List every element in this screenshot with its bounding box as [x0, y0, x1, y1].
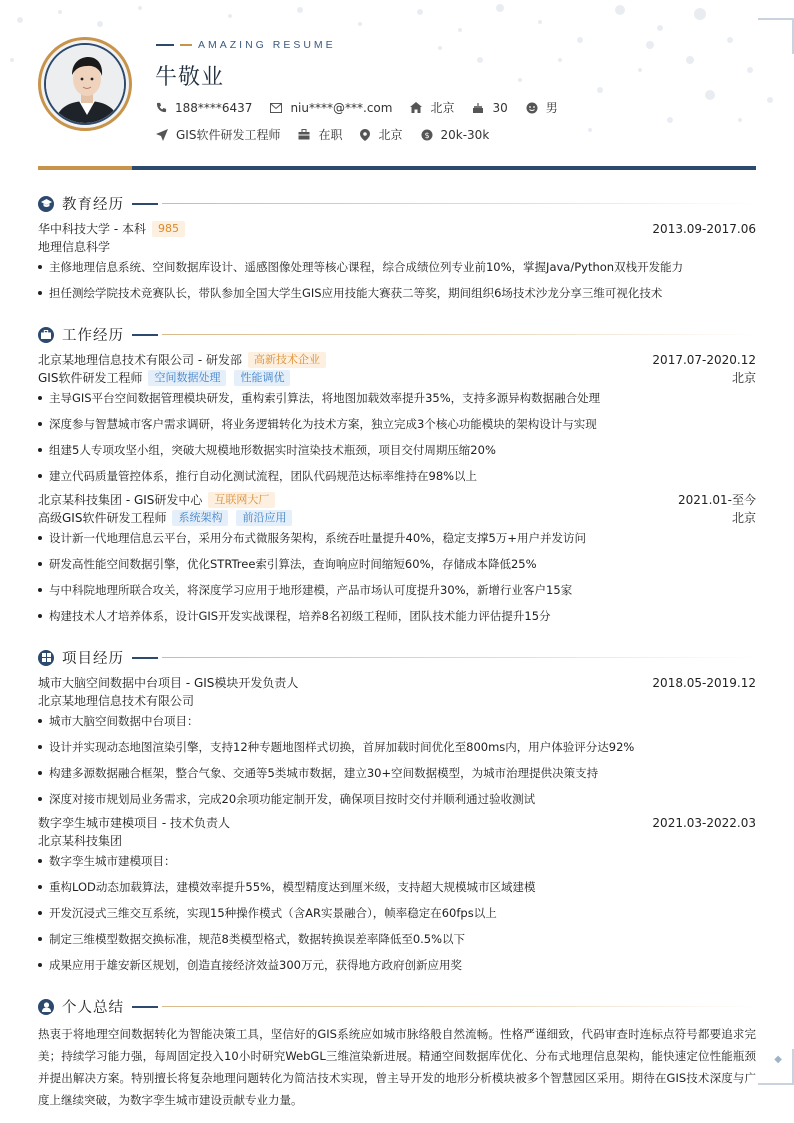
- avatar: [38, 37, 132, 131]
- project-name: 数字孪生城市建模项目 - 技术负责人: [38, 816, 230, 830]
- salary-value: 20k-30k: [440, 127, 490, 142]
- company-tag: 高新技术企业: [248, 352, 326, 368]
- header-divider: [38, 166, 756, 170]
- list-item: 制定三维模型数据交换标准，规范8类模型格式，数据转换误差率降低至0.5%以下: [38, 931, 756, 947]
- skill-tag: 空间数据处理: [148, 370, 226, 386]
- list-item: 成果应用于雄安新区规划，创造直接经济效益300万元，获得地方政府创新应用奖: [38, 957, 756, 973]
- age-item: [472, 101, 507, 115]
- list-item: 设计新一代地理信息云平台，采用分布式微服务架构，系统吞吐量提升40%，稳定支撑5万+用户并发访问: [38, 530, 756, 546]
- graduation-cap-icon: [38, 196, 54, 212]
- project-dates: 2018.05-2019.12: [652, 675, 756, 690]
- section-education: [38, 193, 756, 214]
- list-item: 研发高性能空间数据引擎，优化STRTree索引算法，查询响应时间缩短60%，存储成本降低25%: [38, 556, 756, 572]
- job-company: 北京某地理信息技术有限公司 - 研发部: [38, 353, 242, 367]
- status-value: 在职: [318, 128, 343, 142]
- age-value: 30: [492, 100, 508, 115]
- skill-tag: 前沿应用: [236, 510, 292, 526]
- location-pin-icon: [360, 129, 370, 141]
- job-role: GIS软件研发工程师: [38, 371, 143, 385]
- job-city: 北京: [731, 511, 756, 525]
- cake-icon: [472, 102, 484, 114]
- education-major-row: [38, 238, 756, 255]
- skill-tag: 系统架构: [172, 510, 228, 526]
- job-role: 高级GIS软件研发工程师: [38, 511, 167, 525]
- project-header-row: [38, 674, 756, 691]
- user-icon: [38, 999, 54, 1015]
- education-row: [38, 220, 756, 237]
- status-item: [298, 126, 342, 143]
- list-item: 与中科院地理所联合攻关，将深度学习应用于地形建模，产品市场认可度提升30%，新增行业客户15家: [38, 582, 756, 598]
- location-value: 北京: [430, 101, 455, 115]
- contact-row: [156, 99, 576, 116]
- list-item: 深度参与智慧城市客户需求调研，将业务逻辑转化为技术方案，独立完成3个核心功能模块的架构设计与实现: [38, 416, 756, 432]
- list-item: 构建技术人才培养体系，设计GIS开发实战课程，培养8名初级工程师，团队技术能力评估提升15分: [38, 608, 756, 624]
- project-company-row: [38, 832, 756, 849]
- email-value: niu****@***.com: [290, 100, 393, 115]
- list-item: 组建5人专项攻坚小组，突破大规模地形数据实时渲染技术瓶颈，项目交付周期压缩20%: [38, 442, 756, 458]
- send-icon: [156, 129, 168, 141]
- grid-icon: [38, 650, 54, 666]
- briefcase-icon: [298, 129, 310, 140]
- gender-value: 男: [545, 101, 558, 115]
- list-item: 构建多源数据融合框架，整合气象、交通等5类城市数据，建立30+空间数据模型，为城市治理提供决策支持: [38, 765, 756, 781]
- briefcase-icon: [38, 327, 54, 343]
- project-company-row: [38, 692, 756, 709]
- section-title-summary: 个人总结: [62, 1000, 124, 1016]
- home-icon: [410, 102, 422, 113]
- list-item: 建立代码质量管控体系，推行自动化测试流程，团队代码规范达标率维持在98%以上: [38, 468, 756, 484]
- svg-text:$: $: [423, 130, 430, 140]
- project-name: 城市大脑空间数据中台项目 - GIS模块开发负责人: [38, 676, 299, 690]
- salary-item: [421, 128, 490, 142]
- section-summary: [38, 996, 756, 1017]
- project-header-row: [38, 814, 756, 831]
- position-item: [156, 126, 280, 143]
- phone-icon: [156, 102, 167, 113]
- phone-value: 188****6437: [175, 100, 253, 115]
- list-item: 担任测绘学院技术竞赛队长，带队参加全国大学生GIS应用技能大赛获二等奖，期间组织6场技术沙龙分享三维可视化技术: [38, 285, 756, 301]
- section-work: [38, 324, 756, 345]
- section-projects: [38, 647, 756, 668]
- company-tag: 互联网大厂: [208, 492, 275, 508]
- location-item: [410, 99, 454, 116]
- school-name: 华中科技大学 - 本科: [38, 222, 146, 236]
- section-title-education: 教育经历: [62, 197, 124, 213]
- list-item: 主导GIS平台空间数据管理模块研发，重构索引算法，将地图加载效率提升35%，支持多源异构数据融合处理: [38, 390, 756, 406]
- section-title-work: 工作经历: [62, 328, 124, 344]
- project-dates: 2021.03-2022.03: [652, 815, 756, 830]
- project-company: 北京某科技集团: [38, 834, 123, 848]
- skill-tag: 性能调优: [234, 370, 290, 386]
- corner-decoration-top: [758, 18, 794, 54]
- job-intent-row: [156, 126, 507, 143]
- education-dates: 2013.09-2017.06: [652, 221, 756, 236]
- project-company: 北京某地理信息技术有限公司: [38, 694, 195, 708]
- job-city: 北京: [731, 371, 756, 385]
- list-item: 深度对接市规划局业务需求，完成20余项功能定制开发，确保项目按时交付并顺利通过验收测试: [38, 791, 756, 807]
- work-city-item: [360, 126, 402, 143]
- list-item: 重构LOD动态加载算法，建模效率提升55%，模型精度达到厘米级，支持超大规模城市区域建模: [38, 879, 756, 895]
- list-item: 城市大脑空间数据中台项目：: [38, 713, 756, 729]
- summary-text: 热衷于将地理空间数据转化为智能决策工具，坚信好的GIS系统应如城市脉络般自然流畅。性格严谨细致，代码审查时连标点符号都要追求完美；持续学习能力强，每周固定投入10小时研究WebGL三维渲染新进展。精通空间数据库优化、分布式地理信息架构，能快速定位性能瓶颈并提出解决方案。特别擅长将复杂地理问题转化为简洁技术实现，曾主导开发的地形分析模块被多个智慧园区采用。期待在GIS技术深度与广度上继续突破，为数字孪生城市建设贡献专业力量。: [38, 1027, 756, 1107]
- job-role-row: [38, 369, 756, 386]
- face-icon: [526, 102, 538, 114]
- gender-item: [526, 99, 558, 116]
- section-title-projects: 项目经历: [62, 651, 124, 667]
- job-role-row: [38, 509, 756, 526]
- position-value: GIS软件研发工程师: [176, 128, 281, 142]
- diamond-icon: ◆: [774, 1054, 782, 1065]
- list-item: 数字孪生城市建模项目：: [38, 853, 756, 869]
- school-tag: 985: [152, 221, 185, 237]
- money-icon: [421, 129, 433, 141]
- list-item: 主修地理信息系统、空间数据库设计、遥感图像处理等核心课程，综合成绩位列专业前10%，掌握Java/Python双栈开发能力: [38, 259, 756, 275]
- email-icon: [270, 103, 282, 113]
- resume-tagline: AMAZING RESUME: [156, 39, 336, 51]
- major-name: 地理信息科学: [38, 240, 111, 254]
- list-item: 开发沉浸式三维交互系统，实现15种操作模式（含AR实景融合），帧率稳定在60fps以上: [38, 905, 756, 921]
- job-company: 北京某科技集团 - GIS研发中心: [38, 493, 203, 507]
- candidate-name: 牛敬业: [155, 65, 225, 90]
- job-dates: 2021.01-至今: [678, 493, 756, 507]
- work-city-value: 北京: [378, 128, 403, 142]
- job-header-row: [38, 491, 756, 508]
- phone-item: [156, 101, 252, 115]
- job-dates: 2017.07-2020.12: [652, 352, 756, 367]
- email-item: [270, 101, 392, 115]
- list-item: 设计并实现动态地图渲染引擎，支持12种专题地图样式切换，首屏加载时间优化至800ms内，用户体验评分达92%: [38, 739, 756, 755]
- job-header-row: [38, 351, 756, 368]
